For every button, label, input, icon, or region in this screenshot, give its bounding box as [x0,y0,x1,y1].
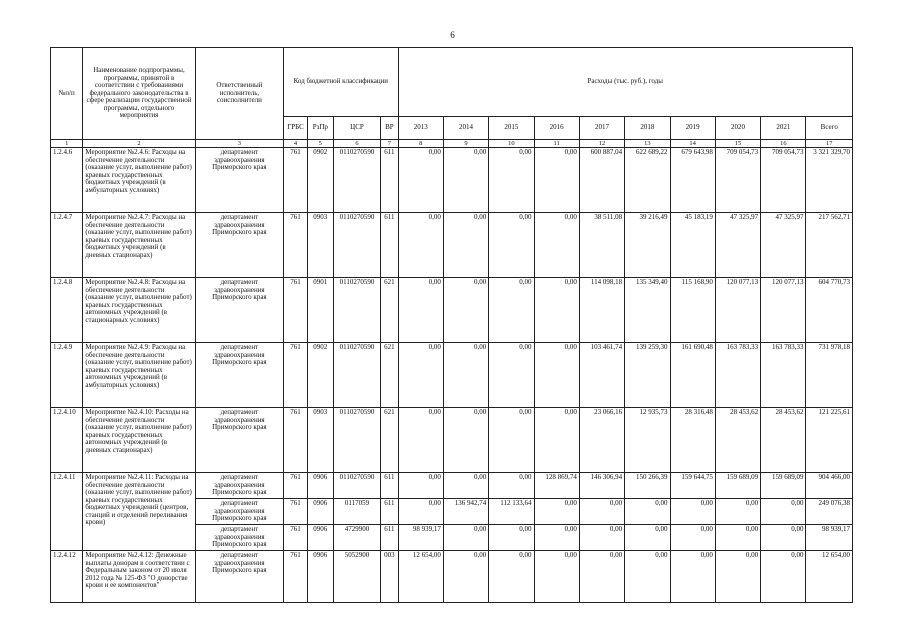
row-value: 0,00 [625,499,670,525]
column-index: 9 [443,140,488,148]
row-executor: департамент здравоохранения Приморского края [195,213,284,278]
row-value: 0,00 [579,551,624,603]
page-number: 6 [450,30,455,40]
row-number: 1.2.4.9 [51,343,83,408]
row-value: 163 783,33 [715,343,760,408]
header-year: 2016 [534,117,579,140]
row-value: 159 689,09 [761,473,806,499]
row-value: 904 466,00 [806,473,853,499]
row-executor: департамент здравоохранения Приморского края [195,278,284,343]
row-rzpr: 0901 [307,278,333,343]
row-value: 112 133,64 [489,499,534,525]
row-value: 0,00 [398,499,443,525]
row-value: 98 939,17 [398,525,443,551]
row-vr: 611 [381,213,398,278]
row-value: 622 689,22 [625,148,670,213]
row-value: 38 511,08 [579,213,624,278]
row-vr: 611 [381,499,398,525]
row-value: 0,00 [534,499,579,525]
row-value: 709 054,73 [715,148,760,213]
row-csr: 0110270590 [333,473,380,499]
row-value: 0,00 [534,213,579,278]
column-index: 11 [534,140,579,148]
row-value: 47 325,97 [761,213,806,278]
row-value: 23 066,16 [579,408,624,473]
row-csr: 0110270590 [333,278,380,343]
column-index: 16 [761,140,806,148]
row-value: 709 054,73 [761,148,806,213]
row-value: 0,00 [443,278,488,343]
row-csr: 5052900 [333,551,380,603]
row-vr: 621 [381,343,398,408]
row-value: 12 935,73 [625,408,670,473]
row-rzpr: 0906 [307,499,333,525]
row-value: 0,00 [534,551,579,603]
row-value: 114 098,18 [579,278,624,343]
row-value: 0,00 [489,551,534,603]
row-value: 0,00 [443,408,488,473]
row-value: 0,00 [715,499,760,525]
row-value: 0,00 [443,473,488,499]
row-value: 0,00 [489,525,534,551]
row-value: 0,00 [398,213,443,278]
row-executor: департамент здравоохранения Приморского края [195,148,284,213]
header-total: Всего [806,117,853,140]
row-value: 163 783,33 [761,343,806,408]
row-executor: департамент здравоохранения Приморского края [195,551,284,603]
row-value: 0,00 [534,525,579,551]
row-value: 146 306,94 [579,473,624,499]
header-year: 2013 [398,117,443,140]
column-index: 13 [625,140,670,148]
row-value: 0,00 [489,213,534,278]
table-row [51,408,853,473]
column-index: 1 [51,140,83,148]
row-value: 0,00 [489,473,534,499]
row-vr: 003 [381,551,398,603]
row-value: 731 978,18 [806,343,853,408]
row-vr: 611 [381,525,398,551]
row-value: 0,00 [761,551,806,603]
row-value: 121 225,61 [806,408,853,473]
header-rzpr: РзПр [307,117,333,140]
row-grbs: 761 [284,213,308,278]
row-executor: департамент здравоохранения Приморского края [195,343,284,408]
row-value: 0,00 [443,525,488,551]
row-value: 161 690,48 [670,343,715,408]
row-value: 0,00 [398,148,443,213]
header-year: 2021 [761,117,806,140]
row-value: 0,00 [534,148,579,213]
row-vr: 621 [381,408,398,473]
row-value: 0,00 [761,525,806,551]
row-value: 103 461,74 [579,343,624,408]
row-name: Мероприятие №2.4.12: Денежные выплаты донорам в соответствии с Федеральным законом от 20 июля 2012 года № 125-ФЗ "О донорстве крови и ее компонентов" [83,551,195,603]
row-value: 0,00 [443,551,488,603]
row-rzpr: 0903 [307,408,333,473]
row-csr: 0110270590 [333,213,380,278]
row-value: 0,00 [761,499,806,525]
row-value: 150 266,39 [625,473,670,499]
header-year: 2014 [443,117,488,140]
row-name: Мероприятие №2.4.7: Расходы на обеспечение деятельности (оказание услуг, выполнение работ) краевых государственных бюджетных учреждений (в дневных стационарах) [83,213,195,278]
row-value: 0,00 [398,408,443,473]
row-executor: департамент здравоохранения Приморского края [195,408,284,473]
row-rzpr: 0902 [307,148,333,213]
row-value: 159 644,75 [670,473,715,499]
column-index: 17 [806,140,853,148]
row-number: 1.2.4.8 [51,278,83,343]
row-value: 98 939,17 [806,525,853,551]
column-index: 15 [715,140,760,148]
row-value: 0,00 [670,499,715,525]
header-budget-code: Код бюджетной классификации [284,48,398,117]
header-year: 2018 [625,117,670,140]
row-value: 0,00 [489,343,534,408]
row-value: 0,00 [715,525,760,551]
row-value: 39 216,49 [625,213,670,278]
row-csr: 0110270590 [333,408,380,473]
row-name: Мероприятие №2.4.10: Расходы на обеспечение деятельности (оказание услуг, выполнение работ) краевых государственных автономных учреждений (в дневных стационарах) [83,408,195,473]
row-value: 0,00 [670,525,715,551]
row-value: 0,00 [398,473,443,499]
row-grbs: 761 [284,551,308,603]
row-value: 0,00 [534,408,579,473]
row-value: 0,00 [715,551,760,603]
row-value: 0,00 [625,551,670,603]
row-value: 0,00 [670,551,715,603]
row-grbs: 761 [284,525,308,551]
column-index: 7 [381,140,398,148]
header-expenses: Расходы (тыс. руб.), годы [398,48,852,117]
row-number: 1.2.4.11 [51,473,83,551]
header-vr: ВР [381,117,398,140]
row-executor: департамент здравоохранения Приморского края [195,473,284,499]
column-index: 4 [284,140,308,148]
row-grbs: 761 [284,343,308,408]
column-index: 8 [398,140,443,148]
table-row [51,278,853,343]
header-year: 2015 [489,117,534,140]
row-value: 45 183,19 [670,213,715,278]
row-value: 0,00 [443,343,488,408]
row-number: 1.2.4.10 [51,408,83,473]
row-value: 0,00 [625,525,670,551]
row-name: Мероприятие №2.4.9: Расходы на обеспечение деятельности (оказание услуг, выполнение работ) краевых государственных автономных учреждений (в амбулаторных условиях) [83,343,195,408]
row-value: 0,00 [489,408,534,473]
header-year: 2017 [579,117,624,140]
row-value: 159 689,09 [715,473,760,499]
header-csr: ЦСР [333,117,380,140]
row-rzpr: 0903 [307,213,333,278]
table-row [51,343,853,408]
row-value: 0,00 [489,278,534,343]
row-csr: 0110270590 [333,148,380,213]
row-value: 0,00 [398,278,443,343]
row-number: 1.2.4.7 [51,213,83,278]
row-number: 1.2.4.12 [51,551,83,603]
row-grbs: 761 [284,408,308,473]
row-csr: 4729900 [333,525,380,551]
row-number: 1.2.4.6 [51,148,83,213]
row-vr: 611 [381,473,398,499]
header-year: 2019 [670,117,715,140]
row-value: 604 770,73 [806,278,853,343]
column-index: 12 [579,140,624,148]
column-index-row [51,140,853,148]
row-rzpr: 0906 [307,473,333,499]
row-executor: департамент здравоохранения Приморского края [195,525,284,551]
row-vr: 621 [381,278,398,343]
row-grbs: 761 [284,278,308,343]
column-index: 2 [83,140,195,148]
row-name: Мероприятие №2.4.6: Расходы на обеспечение деятельности (оказание услуг, выполнение работ) краевых государственных бюджетных учреждений (в амбулаторных условиях) [83,148,195,213]
row-grbs: 761 [284,148,308,213]
row-value: 139 259,30 [625,343,670,408]
row-value: 115 168,90 [670,278,715,343]
budget-table [50,47,853,603]
header-name: Наименование подпрограммы, программы, принятой в соответствии с требованиями федерального законодательства в сфере реализации государственной программы, отдельного мероприятия [83,48,195,140]
row-value: 0,00 [579,499,624,525]
row-value: 3 321 329,70 [806,148,853,213]
row-grbs: 761 [284,473,308,499]
row-vr: 611 [381,148,398,213]
column-index: 10 [489,140,534,148]
row-value: 136 942,74 [443,499,488,525]
row-rzpr: 0906 [307,525,333,551]
row-value: 120 077,13 [761,278,806,343]
row-value: 128 869,74 [534,473,579,499]
row-value: 0,00 [534,278,579,343]
row-executor: департамент здравоохранения Приморского края [195,499,284,525]
row-value: 12 654,00 [398,551,443,603]
row-value: 0,00 [443,148,488,213]
row-value: 12 654,00 [806,551,853,603]
row-value: 600 887,04 [579,148,624,213]
row-grbs: 761 [284,499,308,525]
row-csr: 0117059 [333,499,380,525]
row-value: 0,00 [489,148,534,213]
header-year: 2020 [715,117,760,140]
column-index: 14 [670,140,715,148]
table-row [51,551,853,603]
row-value: 135 349,40 [625,278,670,343]
row-csr: 0110270590 [333,343,380,408]
row-value: 28 453,62 [715,408,760,473]
header-executor: Ответственный исполнитель, соисполнители [195,48,284,140]
row-rzpr: 0906 [307,551,333,603]
row-value: 47 325,97 [715,213,760,278]
table-row [51,473,853,499]
header-num: №п/п [51,48,83,140]
table-row [51,213,853,278]
row-value: 28 453,62 [761,408,806,473]
column-index: 5 [307,140,333,148]
row-value: 0,00 [398,343,443,408]
row-name: Мероприятие №2.4.11: Расходы на обеспечение деятельности (оказание услуг, выполнение работ) краевых государственных бюджетных учреждений (центров, станций и отделений переливания крови) [83,473,195,551]
row-value: 0,00 [579,525,624,551]
column-index: 3 [195,140,284,148]
row-name: Мероприятие №2.4.8: Расходы на обеспечение деятельности (оказание услуг, выполнение работ) краевых государственных автономных учреждений (в стационарных условиях) [83,278,195,343]
row-value: 217 562,71 [806,213,853,278]
row-value: 0,00 [443,213,488,278]
row-value: 120 077,13 [715,278,760,343]
header-grbs: ГРБС [284,117,308,140]
row-value: 0,00 [534,343,579,408]
row-value: 679 643,98 [670,148,715,213]
row-rzpr: 0902 [307,343,333,408]
table-row [51,148,853,213]
column-index: 6 [333,140,380,148]
row-value: 28 316,48 [670,408,715,473]
row-value: 249 076,38 [806,499,853,525]
